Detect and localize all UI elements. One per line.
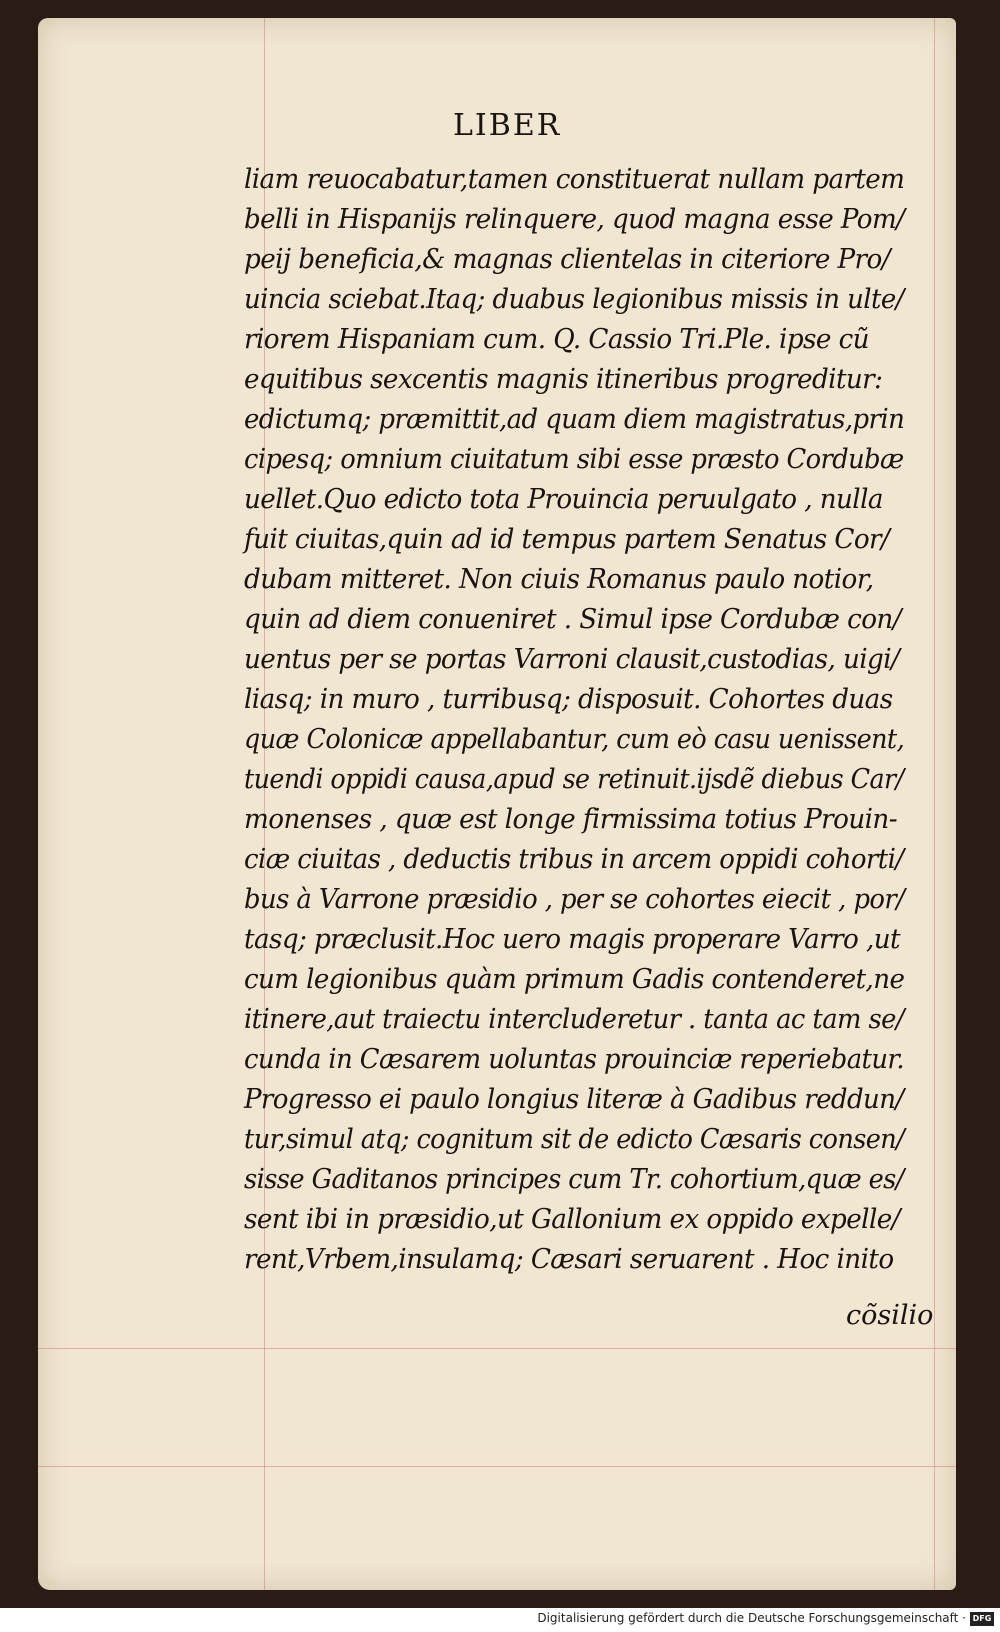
text-line: sisse Gaditanos principes cum Tr. cohortium,quæ es/ — [244, 1164, 904, 1195]
text-line: dubam mitteret. Non ciuis Romanus paulo notior, — [244, 564, 874, 595]
bottom-rule-lower — [38, 1466, 956, 1467]
text-line: tuendi oppidi causa,apud se retinuit.ijsdẽ diebus Car/ — [244, 764, 904, 795]
text-block — [244, 160, 924, 1280]
text-line: quæ Colonicæ appellabantur, cum eò casu uenissent, — [244, 724, 905, 755]
digitization-credit: Digitalisierung gefördert durch die Deutsche Forschungsgemeinschaft · — [537, 1611, 966, 1625]
text-line: rent,Vrbem,insulamq; Cæsari seruarent . Hoc inito — [244, 1244, 894, 1275]
text-line: sent ibi in præsidio,ut Gallonium ex oppido expelle/ — [244, 1204, 900, 1235]
text-line: quin ad diem conueniret . Simul ipse Cordubæ con/ — [244, 604, 901, 635]
text-line: peij beneficia,& magnas clientelas in citeriore Pro/ — [244, 244, 890, 275]
dfg-logo: DFG — [970, 1612, 994, 1626]
text-line: bus à Varrone præsidio , per se cohortes eiecit , por/ — [244, 884, 905, 915]
bottom-rule-upper — [38, 1348, 956, 1349]
text-line: equitibus sexcentis magnis itineribus progreditur: — [244, 364, 883, 395]
text-line: cunda in Cæsarem uoluntas prouinciæ reperiebatur. — [244, 1044, 904, 1075]
text-line: tasq; præclusit.Hoc uero magis properare Varro ,ut — [244, 924, 900, 955]
running-head: LIBER — [453, 108, 562, 143]
text-line: riorem Hispaniam cum. Q. Cassio Tri.Ple. ipse cũ — [244, 324, 869, 355]
catchword: cõsilio — [846, 1300, 934, 1331]
text-line: monenses , quæ est longe firmissima totius Prouin- — [244, 804, 897, 835]
footer-bar — [0, 1608, 1000, 1632]
text-line: itinere,aut traiectu intercluderetur . tanta ac tam se/ — [244, 1004, 904, 1035]
text-line: liam reuocabatur,tamen constituerat nullam partem — [244, 164, 905, 195]
right-margin-rule — [934, 18, 935, 1590]
text-line: ciæ ciuitas , deductis tribus in arcem oppidi cohorti/ — [244, 844, 904, 875]
text-line: uincia sciebat.Itaq; duabus legionibus missis in ulte/ — [244, 284, 904, 315]
text-line: Progresso ei paulo longius literæ à Gadibus reddun/ — [244, 1084, 904, 1115]
text-line: belli in Hispanijs relinquere, quod magna esse Pom/ — [244, 204, 905, 235]
text-line: edictumq; præmittit,ad quam diem magistratus,prin — [244, 404, 905, 435]
text-line: fuit ciuitas,quin ad id tempus partem Senatus Cor/ — [244, 524, 890, 555]
text-line: cum legionibus quàm primum Gadis contenderet,ne — [244, 964, 905, 995]
text-line: tur,simul atq; cognitum sit de edicto Cæsaris consen/ — [244, 1124, 905, 1155]
text-line: cipesq; omnium ciuitatum sibi esse præsto Cordubæ — [244, 444, 904, 475]
text-line: uellet.Quo edicto tota Prouincia peruulgato , nulla — [244, 484, 883, 515]
text-line: liasq; in muro , turribusq; disposuit. Cohortes duas — [244, 684, 893, 715]
text-line: uentus per se portas Varroni clausit,custodias, uigi/ — [244, 644, 900, 675]
